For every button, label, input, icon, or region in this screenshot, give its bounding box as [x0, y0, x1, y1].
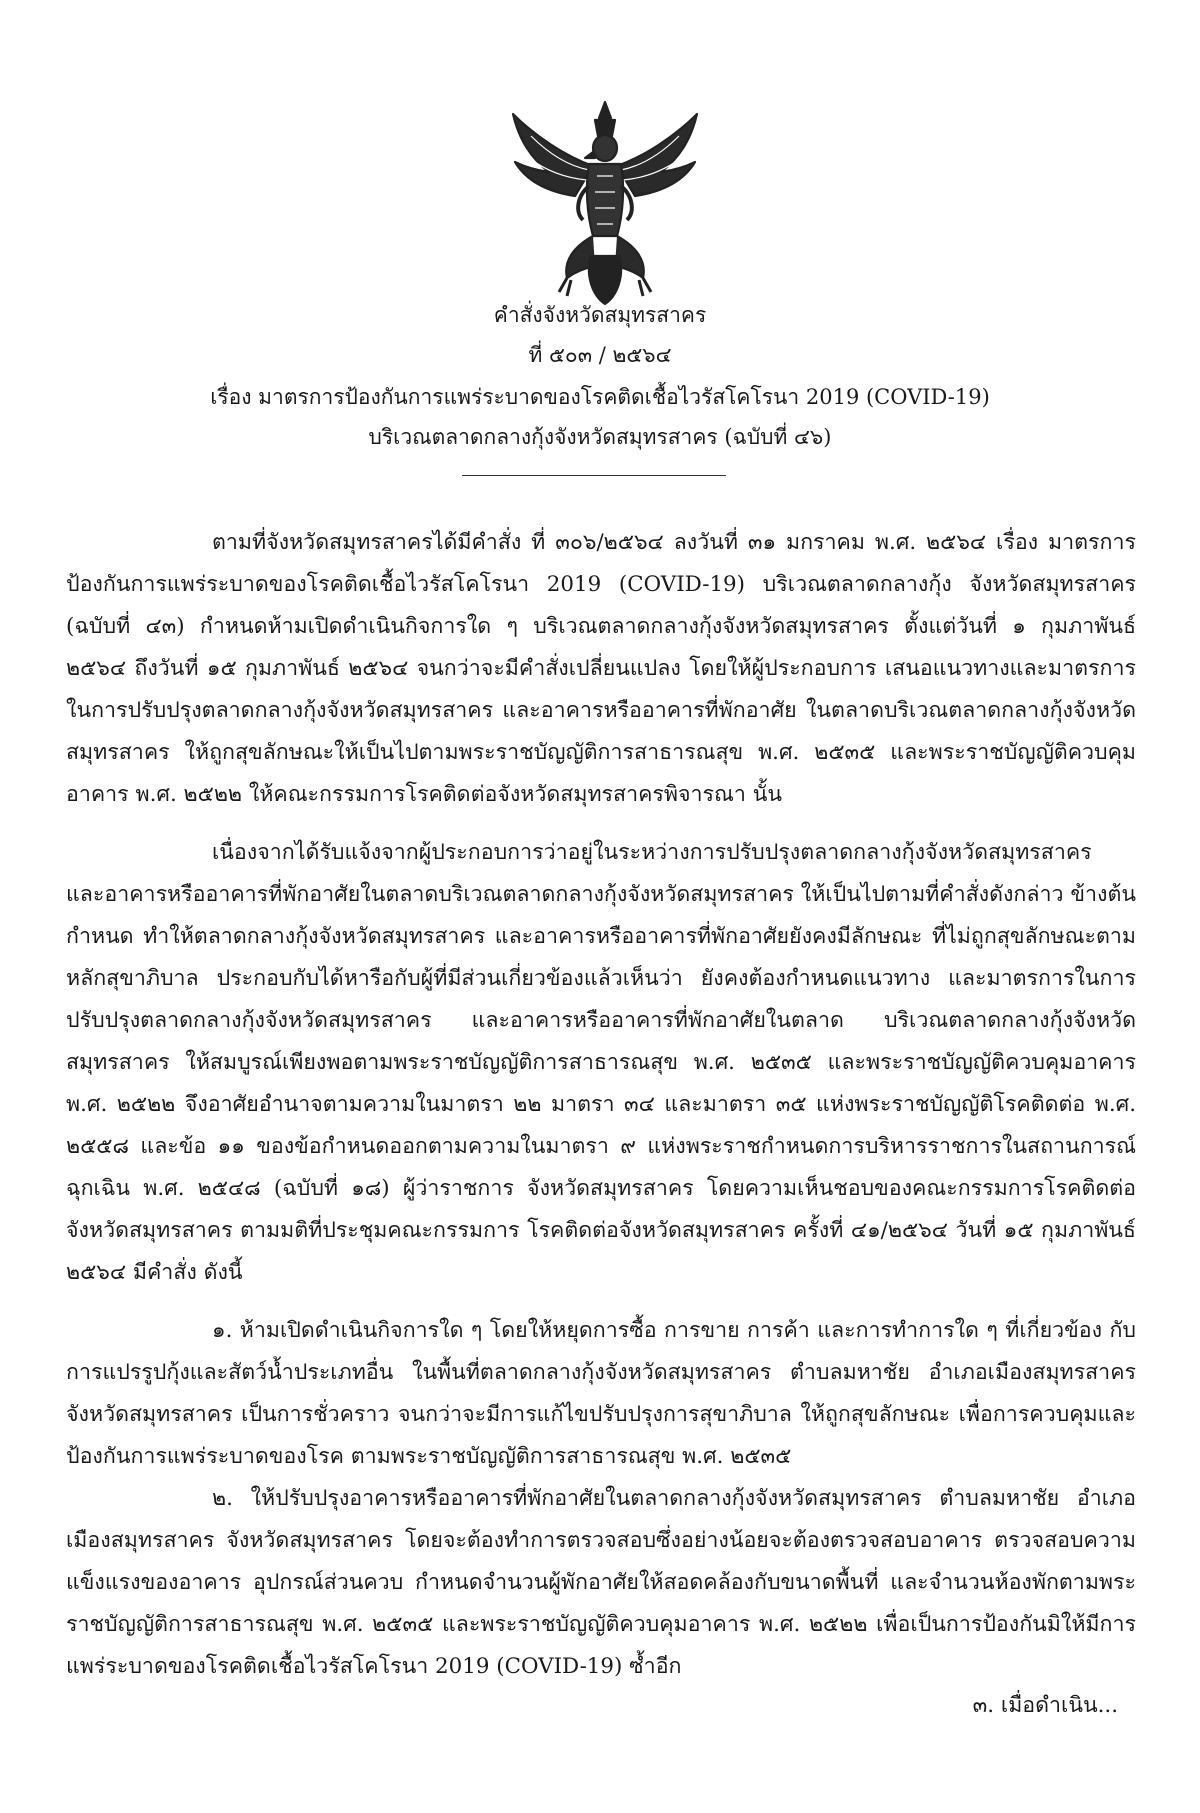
order-title: คำสั่งจังหวัดสมุทรสาคร [493, 303, 707, 327]
subject-line-2: บริเวณตลาดกลางกุ้งจังหวัดสมุทรสาคร (ฉบับที่ ๔๖) [368, 425, 832, 449]
order-number: ที่ ๕๐๓ / ๒๕๖๔ [528, 343, 672, 367]
continuation-note: ๓. เมื่อดำเนิน... [972, 1693, 1118, 1718]
order-item-2: ๒. ให้ปรับปรุงอาคารหรืออาคารที่พักอาศัยในตลาดกลางกุ้งจังหวัดสมุทรสาคร ตำบลมหาชัย อำเภอเมืองสมุทรสาคร จังหวัดสมุทรสาคร โดยจะต้องทำการตรวจสอบซึ่งอย่างน้อยจะต้องตรวจสอบอาคาร ตรวจสอบความแข็งแรงของอาคาร อุปกรณ์ส่วนควบ กำหนดจำนวนผู้พักอาศัยให้สอดคล้องกับขนาดพื้นที่ และจำนวนห้องพักตามพระราชบัญญัติการสาธารณสุข พ.ศ. ๒๕๓๕ และพระราชบัญญัติควบคุมอาคาร พ.ศ. ๒๕๒๒ เพื่อเป็นการป้องกันมิให้มีการแพร่ระบาดของโรคติดเชื้อไวรัสโคโรนา 2019 (COVID-19) ซ้ำอีก [66, 1486, 1136, 1679]
order-item-1: ๑. ห้ามเปิดดำเนินกิจการใด ๆ โดยให้หยุดการซื้อ การขาย การค้า และการทำการใด ๆ ที่เกี่ยวข้อง กับการแปรรูปกุ้งและสัตว์น้ำประเภทอื่น ในพื้นที่ตลาดกลางกุ้งจังหวัดสมุทรสาคร ตำบลมหาชัย อำเภอเมืองสมุทรสาคร จังหวัดสมุทรสาคร เป็นการชั่วคราว จนกว่าจะมีการแก้ไขปรับปรุงการสุขาภิบาล ให้ถูกสุขลักษณะ เพื่อการควบคุมและป้องกันการแพร่ระบาดของโรค ตามพระราชบัญญัติการสาธารณสุข พ.ศ. ๒๕๓๕ [66, 1318, 1136, 1469]
paragraph-reasoning: เนื่องจากได้รับแจ้งจากผู้ประกอบการว่าอยู่ในระหว่างการปรับปรุงตลาดกลางกุ้งจังหวัดสมุทรสาคร และอาคารหรืออาคารที่พักอาศัยในตลาดบริเวณตลาดกลางกุ้งจังหวัดสมุทรสาคร ให้เป็นไปตามที่คำสั่งดังกล่าว ข้างต้นกำหนด ทำให้ตลาดกลางกุ้งจังหวัดสมุทรสาคร และอาคารหรืออาคารที่พักอาศัยยังคงมีลักษณะ ที่ไม่ถูกสุขลักษณะตามหลักสุขาภิบาล ประกอบกับได้หารือกับผู้ที่มีส่วนเกี่ยวข้องแล้วเห็นว่า ยังคงต้องกำหนดแนวทาง และมาตรการในการปรับปรุงตลาดกลางกุ้งจังหวัดสมุทรสาคร และอาคารหรืออาคารที่พักอาศัยในตลาด บริเวณตลาดกลางกุ้งจังหวัดสมุทรสาคร ให้สมบูรณ์เพียงพอตามพระราชบัญญัติการสาธารณสุข พ.ศ. ๒๕๓๕ และพระราชบัญญัติควบคุมอาคาร พ.ศ. ๒๕๒๒ จึงอาศัยอำนาจตามความในมาตรา ๒๒ มาตรา ๓๔ และมาตรา ๓๕ แห่งพระราชบัญญัติโรคติดต่อ พ.ศ. ๒๕๕๘ และข้อ ๑๑ ของข้อกำหนดออกตามความในมาตรา ๙ แห่งพระราชกำหนดการบริหารราชการในสถานการณ์ฉุกเฉิน พ.ศ. ๒๕๔๘ (ฉบับที่ ๑๘) ผู้ว่าราชการ จังหวัดสมุทรสาคร โดยความเห็นชอบของคณะกรรมการโรคติดต่อจังหวัดสมุทรสาคร ตามมติที่ประชุมคณะกรรมการ โรคติดต่อจังหวัดสมุทรสาคร ครั้งที่ ๔๑/๒๕๖๔ วันที่ ๑๕ กุมภาพันธ์ ๒๕๖๔ มีคำสั่ง ดังนี้ [66, 840, 1136, 1285]
paragraph-background: ตามที่จังหวัดสมุทรสาครได้มีคำสั่ง ที่ ๓๐๖/๒๕๖๔ ลงวันที่ ๓๑ มกราคม พ.ศ. ๒๕๖๔ เรื่อง มาตรการป้องกันการแพร่ระบาดของโรคติดเชื้อไวรัสโคโรนา 2019 (COVID-19) บริเวณตลาดกลางกุ้ง จังหวัดสมุทรสาคร (ฉบับที่ ๔๓) กำหนดห้ามเปิดดำเนินกิจการใด ๆ บริเวณตลาดกลางกุ้งจังหวัดสมุทรสาคร ตั้งแต่วันที่ ๑ กุมภาพันธ์ ๒๕๖๔ ถึงวันที่ ๑๕ กุมภาพันธ์ ๒๕๖๔ จนกว่าจะมีคำสั่งเปลี่ยนแปลง โดยให้ผู้ประกอบการ เสนอแนวทางและมาตรการในการปรับปรุงตลาดกลางกุ้งจังหวัดสมุทรสาคร และอาคารหรืออาคารที่พักอาศัย ในตลาดบริเวณตลาดกลางกุ้งจังหวัดสมุทรสาคร ให้ถูกสุขลักษณะให้เป็นไปตามพระราชบัญญัติการสาธารณสุข พ.ศ. ๒๕๓๕ และพระราชบัญญัติควบคุมอาคาร พ.ศ. ๒๕๒๒ ให้คณะกรรมการโรคติดต่อจังหวัดสมุทรสาครพิจารณา นั้น [66, 530, 1136, 807]
subject-line-1: เรื่อง มาตรการป้องกันการแพร่ระบาดของโรคติดเชื้อไวรัสโคโรนา 2019 (COVID-19) [210, 385, 990, 409]
garuda-emblem-icon [505, 96, 705, 308]
title-divider [462, 475, 726, 476]
document-body [66, 522, 1136, 1688]
